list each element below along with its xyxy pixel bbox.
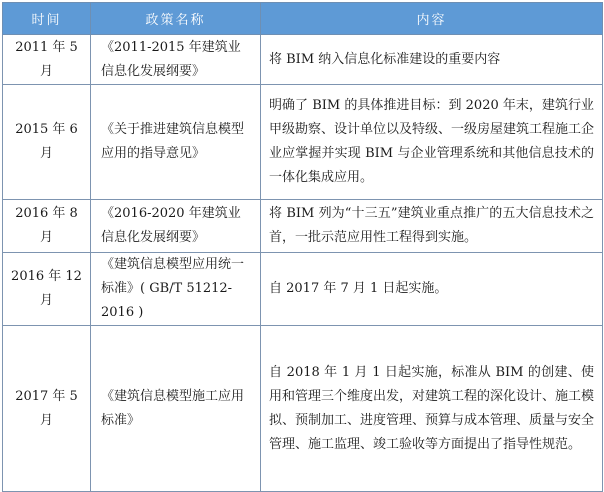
row-policy: 《2016-2020 年建筑业信息化发展纲要》 <box>91 200 261 253</box>
row-policy: 《建筑信息模型应用统一标准》( GB/T 51212-2016 ) <box>91 253 261 326</box>
row-policy: 《关于推进建筑信息模型应用的指导意见》 <box>91 85 261 200</box>
table-row <box>3 253 603 326</box>
row-content: 明确了 BIM 的具体推进目标：到 2020 年末，建筑行业甲级勘察、设计单位以及特级、一级房屋建筑工程施工企业应掌握并实现 BIM 与企业管理系统和其他信息技术的一体化集成应用。 <box>261 85 603 200</box>
policy-table-container <box>2 2 602 468</box>
table-header-row <box>3 3 603 35</box>
row-content: 自 2018 年 1 月 1 日起实施，标准从 BIM 的创建、使用和管理三个维度出发，对建筑工程的深化设计、施工模拟、预制加工、进度管理、预算与成本管理、质量与安全管理、施工监理、竣工验收等方面提出了指导性规范。 <box>261 326 603 492</box>
header-policy: 政策名称 <box>91 3 261 35</box>
table-row <box>3 200 603 253</box>
table-row <box>3 85 603 200</box>
row-date: 2015 年 6 月 <box>3 85 91 200</box>
bim-policy-table <box>2 2 603 492</box>
row-content: 将 BIM 纳入信息化标准建设的重要内容 <box>261 35 603 85</box>
row-date: 2016 年 8 月 <box>3 200 91 253</box>
table-row <box>3 35 603 85</box>
table-row <box>3 326 603 492</box>
row-policy: 《2011-2015 年建筑业信息化发展纲要》 <box>91 35 261 85</box>
row-policy: 《建筑信息模型施工应用标准》 <box>91 326 261 492</box>
row-date: 2017 年 5 月 <box>3 326 91 492</box>
header-time: 时间 <box>3 3 91 35</box>
row-content: 自 2017 年 7 月 1 日起实施。 <box>261 253 603 326</box>
row-date: 2011 年 5 月 <box>3 35 91 85</box>
row-date: 2016 年 12 月 <box>3 253 91 326</box>
header-content: 内容 <box>261 3 603 35</box>
row-content: 将 BIM 列为“十三五”建筑业重点推广的五大信息技术之首，一批示范应用性工程得到实施。 <box>261 200 603 253</box>
